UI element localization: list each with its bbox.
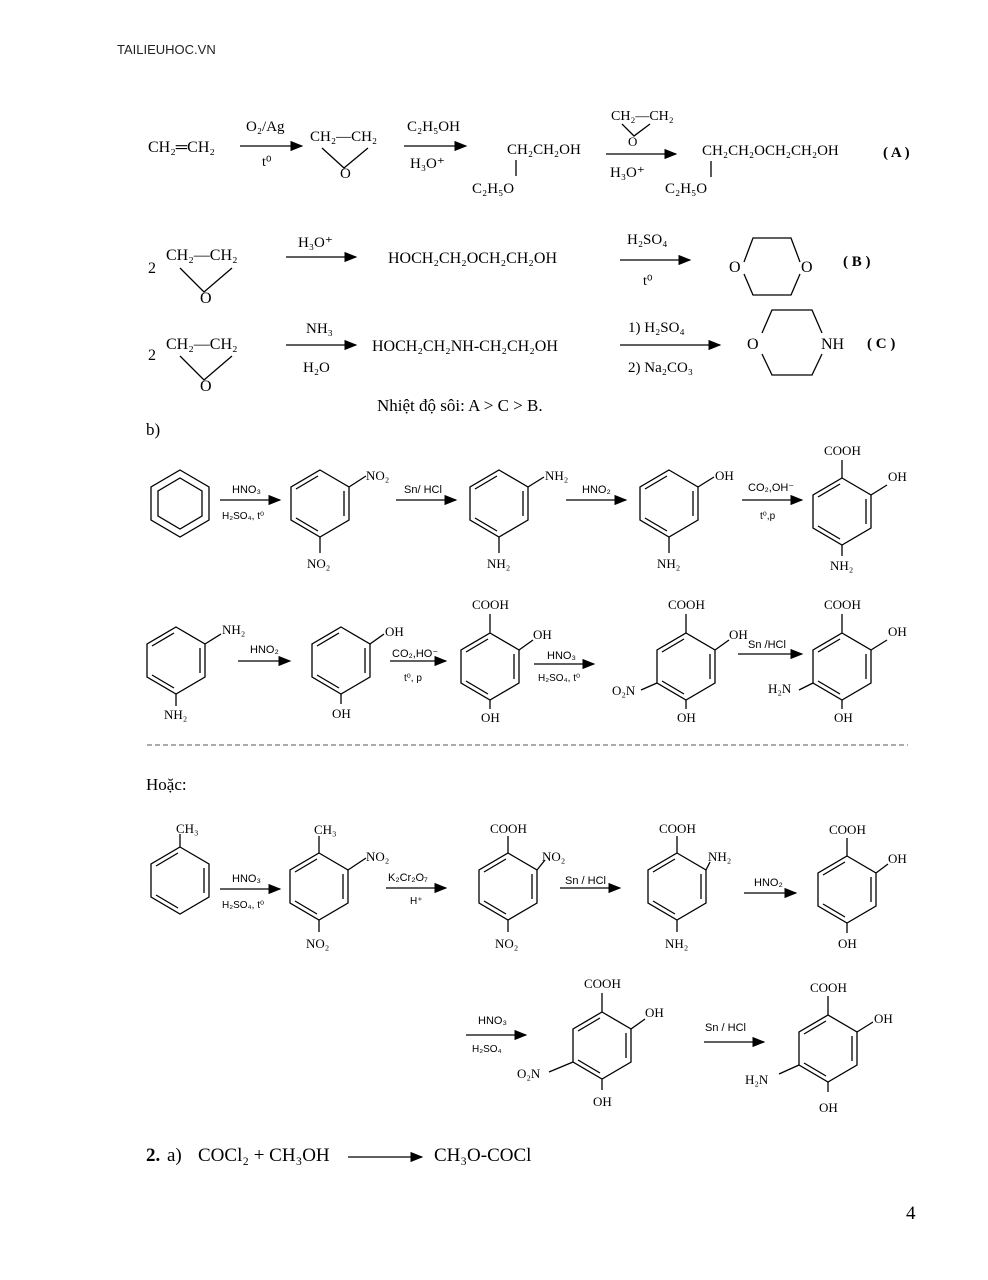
coefficient: 2 <box>148 347 156 364</box>
amino-group: NH₂ <box>708 849 732 864</box>
amino-group: NH₂ <box>830 558 854 573</box>
reagent-label: 1) H₂SO₄ <box>628 320 685 336</box>
phenylenediamine-molecule <box>470 470 544 553</box>
product-label: CH₂CH₂OH <box>507 142 581 158</box>
nitro-group: O₂N <box>517 1066 541 1081</box>
hydroxyl-group: OH <box>834 710 853 725</box>
condition-label: t⁰ <box>643 274 653 289</box>
amino-group: H₂N <box>745 1072 769 1087</box>
carboxyl-group: COOH <box>490 821 527 836</box>
product-label: HOCH₂CH₂NH-CH₂CH₂OH <box>372 338 558 355</box>
epoxide-oxygen: O <box>340 166 351 182</box>
hydroxyl-group: OH <box>481 710 500 725</box>
product: CH₃O-COCl <box>434 1145 532 1166</box>
dinitrotoluene-molecule <box>290 836 366 932</box>
amino-dihydroxybenzoic-acid-molecule <box>779 996 873 1092</box>
product-substituent: C₂H₅O <box>665 181 708 197</box>
aminophenol-molecule <box>640 470 714 553</box>
site-header: TAILIEUHOC.VN <box>117 42 216 57</box>
condition-label: t⁰, p <box>404 673 422 684</box>
reagent-label: H₃O⁺ <box>298 235 333 251</box>
phenylenediamine-molecule <box>147 627 221 706</box>
hydroxyl-group: OH <box>888 851 907 866</box>
reagent-label: Sn / HCl <box>565 875 606 887</box>
methyl-group: CH₃ <box>176 821 199 836</box>
nitro-group: NO₂ <box>495 936 519 951</box>
carboxyl-group: COOH <box>472 597 509 612</box>
question-number: 2. <box>146 1145 161 1166</box>
reagent-label: NH₃ <box>306 321 333 337</box>
hydroxyl-group: OH <box>385 624 404 639</box>
page-number: 4 <box>906 1203 916 1224</box>
reagent-label: HNO₃ <box>478 1015 507 1027</box>
nitro-dihydroxybenzoic-acid-molecule <box>641 614 729 709</box>
toluene-molecule <box>151 834 209 914</box>
reagent-label: Sn /HCl <box>748 639 786 651</box>
hydroxyl-group: OH <box>874 1011 893 1026</box>
compound-label-a: ( A ) <box>883 145 910 161</box>
carboxyl-group: COOH <box>810 980 847 995</box>
epoxide-ring <box>180 356 232 380</box>
condition-label: H₃O⁺ <box>410 156 445 172</box>
amino-group: NH₂ <box>545 468 569 483</box>
hydroxyl-group: OH <box>819 1100 838 1115</box>
amino-group: H₂N <box>768 681 792 696</box>
hydroxyl-group: OH <box>533 627 552 642</box>
amino-group: NH₂ <box>487 556 511 571</box>
reactants: COCl₂ + CH₃OH <box>198 1145 330 1166</box>
ethylene: CH₂═CH₂ <box>148 139 215 156</box>
reagent-label: C₂H₅OH <box>407 119 460 135</box>
reagent-label: HNO₂ <box>250 644 279 656</box>
hydroxyl-group: OH <box>645 1005 664 1020</box>
amino-group: NH₂ <box>222 622 246 637</box>
reagent-label: HNO₃ <box>232 873 261 885</box>
condition-label: H₂SO₄, t⁰ <box>222 900 264 911</box>
amino-group: NH₂ <box>164 707 188 722</box>
nitro-dihydroxybenzoic-acid-molecule <box>549 993 645 1090</box>
dinitrobenzoic-acid-molecule <box>479 836 545 932</box>
reagent-label: HNO₂ <box>582 484 611 496</box>
nitro-group: NO₂ <box>366 849 390 864</box>
reagent-label: Sn/ HCl <box>404 484 442 496</box>
epoxide-label: CH₂—CH₂ <box>166 247 238 264</box>
carboxyl-group: COOH <box>824 597 861 612</box>
hydroxyl-group: OH <box>729 627 748 642</box>
dihydroxybenzoic-acid-molecule <box>461 614 533 709</box>
ring-oxygen: O <box>729 259 741 276</box>
resorcinol-molecule <box>312 627 384 704</box>
hydroxyl-group: OH <box>715 468 734 483</box>
diaminobenzoic-acid-molecule <box>648 836 710 932</box>
condition-label: t⁰,p <box>760 511 776 522</box>
carboxyl-group: COOH <box>829 822 866 837</box>
condition-label: H₂SO₄, t⁰ <box>222 511 264 522</box>
epoxide-label: CH₂—CH₂ <box>310 129 378 145</box>
hydroxyl-group: OH <box>332 706 351 721</box>
nitro-group: NO₂ <box>307 556 331 571</box>
compound-label-c: ( C ) <box>867 336 896 352</box>
carboxyl-group: COOH <box>584 976 621 991</box>
condition-label: H₂SO₄, t⁰ <box>538 673 580 684</box>
condition-label: H₃O⁺ <box>610 165 645 181</box>
dinitrobenzene-molecule <box>291 470 366 553</box>
amino-group: NH₂ <box>665 936 689 951</box>
reagent-label: K₂Cr₂O₇ <box>388 872 428 884</box>
product-label: HOCH₂CH₂OCH₂CH₂OH <box>388 250 557 267</box>
ring-oxygen: O <box>801 259 813 276</box>
nitro-group: O₂N <box>612 683 636 698</box>
reagent-label: H₂SO₄ <box>627 232 668 248</box>
dioxane-ring <box>744 238 800 295</box>
epoxide-ring <box>180 268 232 292</box>
alternative-label: Hoặc: <box>146 775 187 794</box>
nitro-group: NO₂ <box>366 468 390 483</box>
product-label: CH₂CH₂OCH₂CH₂OH <box>702 143 839 159</box>
amino-dihydroxybenzoic-acid-molecule <box>799 614 887 709</box>
question-part: a) <box>167 1145 182 1166</box>
reagent-label: HNO₃ <box>232 484 261 496</box>
compound-label-b: ( B ) <box>843 254 871 270</box>
carboxyl-group: COOH <box>824 443 861 458</box>
ring-oxygen: O <box>747 336 759 353</box>
carboxyl-group: COOH <box>659 821 696 836</box>
reagent-label: Sn / HCl <box>705 1022 746 1034</box>
carboxyl-group: COOH <box>668 597 705 612</box>
morpholine-ring <box>762 310 822 375</box>
product-substituent: C₂H₅O <box>472 181 515 197</box>
hydroxyl-group: OH <box>677 710 696 725</box>
condition-label: H₂SO₄ <box>472 1044 502 1055</box>
epoxide-oxygen: O <box>200 378 212 395</box>
reagent-label: CH₂—CH₂ <box>611 109 674 124</box>
hydroxyl-group: OH <box>838 936 857 951</box>
condition-label: H₂O <box>303 360 330 376</box>
amino-group: NH₂ <box>657 556 681 571</box>
reagent-label: O₂/Ag <box>246 119 285 135</box>
part-b-label: b) <box>146 420 161 439</box>
ring-nh: NH <box>821 336 845 353</box>
dihydroxybenzoic-acid-molecule <box>818 838 888 933</box>
benzene-molecule <box>151 470 209 537</box>
condition-label: 2) Na₂CO₃ <box>628 360 694 376</box>
reagent-label: HNO₃ <box>547 650 576 662</box>
condition-label: H⁺ <box>410 896 423 907</box>
aminosalicylic-acid-molecule <box>813 460 887 556</box>
hydroxyl-group: OH <box>888 469 907 484</box>
hydroxyl-group: OH <box>593 1094 612 1109</box>
reagent-label: CO₂,HO⁻ <box>392 648 439 660</box>
epoxide-oxygen: O <box>628 134 638 149</box>
epoxide-label: CH₂—CH₂ <box>166 336 238 353</box>
coefficient: 2 <box>148 260 156 277</box>
boiling-point-order: Nhiệt độ sôi: A > C > B. <box>377 396 543 415</box>
hydroxyl-group: OH <box>888 624 907 639</box>
epoxide-oxygen: O <box>200 290 212 307</box>
nitro-group: NO₂ <box>542 849 566 864</box>
epoxide-ring <box>322 148 368 168</box>
methyl-group: CH₃ <box>314 822 337 837</box>
reagent-label: CO₂,OH⁻ <box>748 482 795 494</box>
reagent-label: HNO₂ <box>754 877 783 889</box>
nitro-group: NO₂ <box>306 936 330 951</box>
condition-label: t⁰ <box>262 155 272 170</box>
